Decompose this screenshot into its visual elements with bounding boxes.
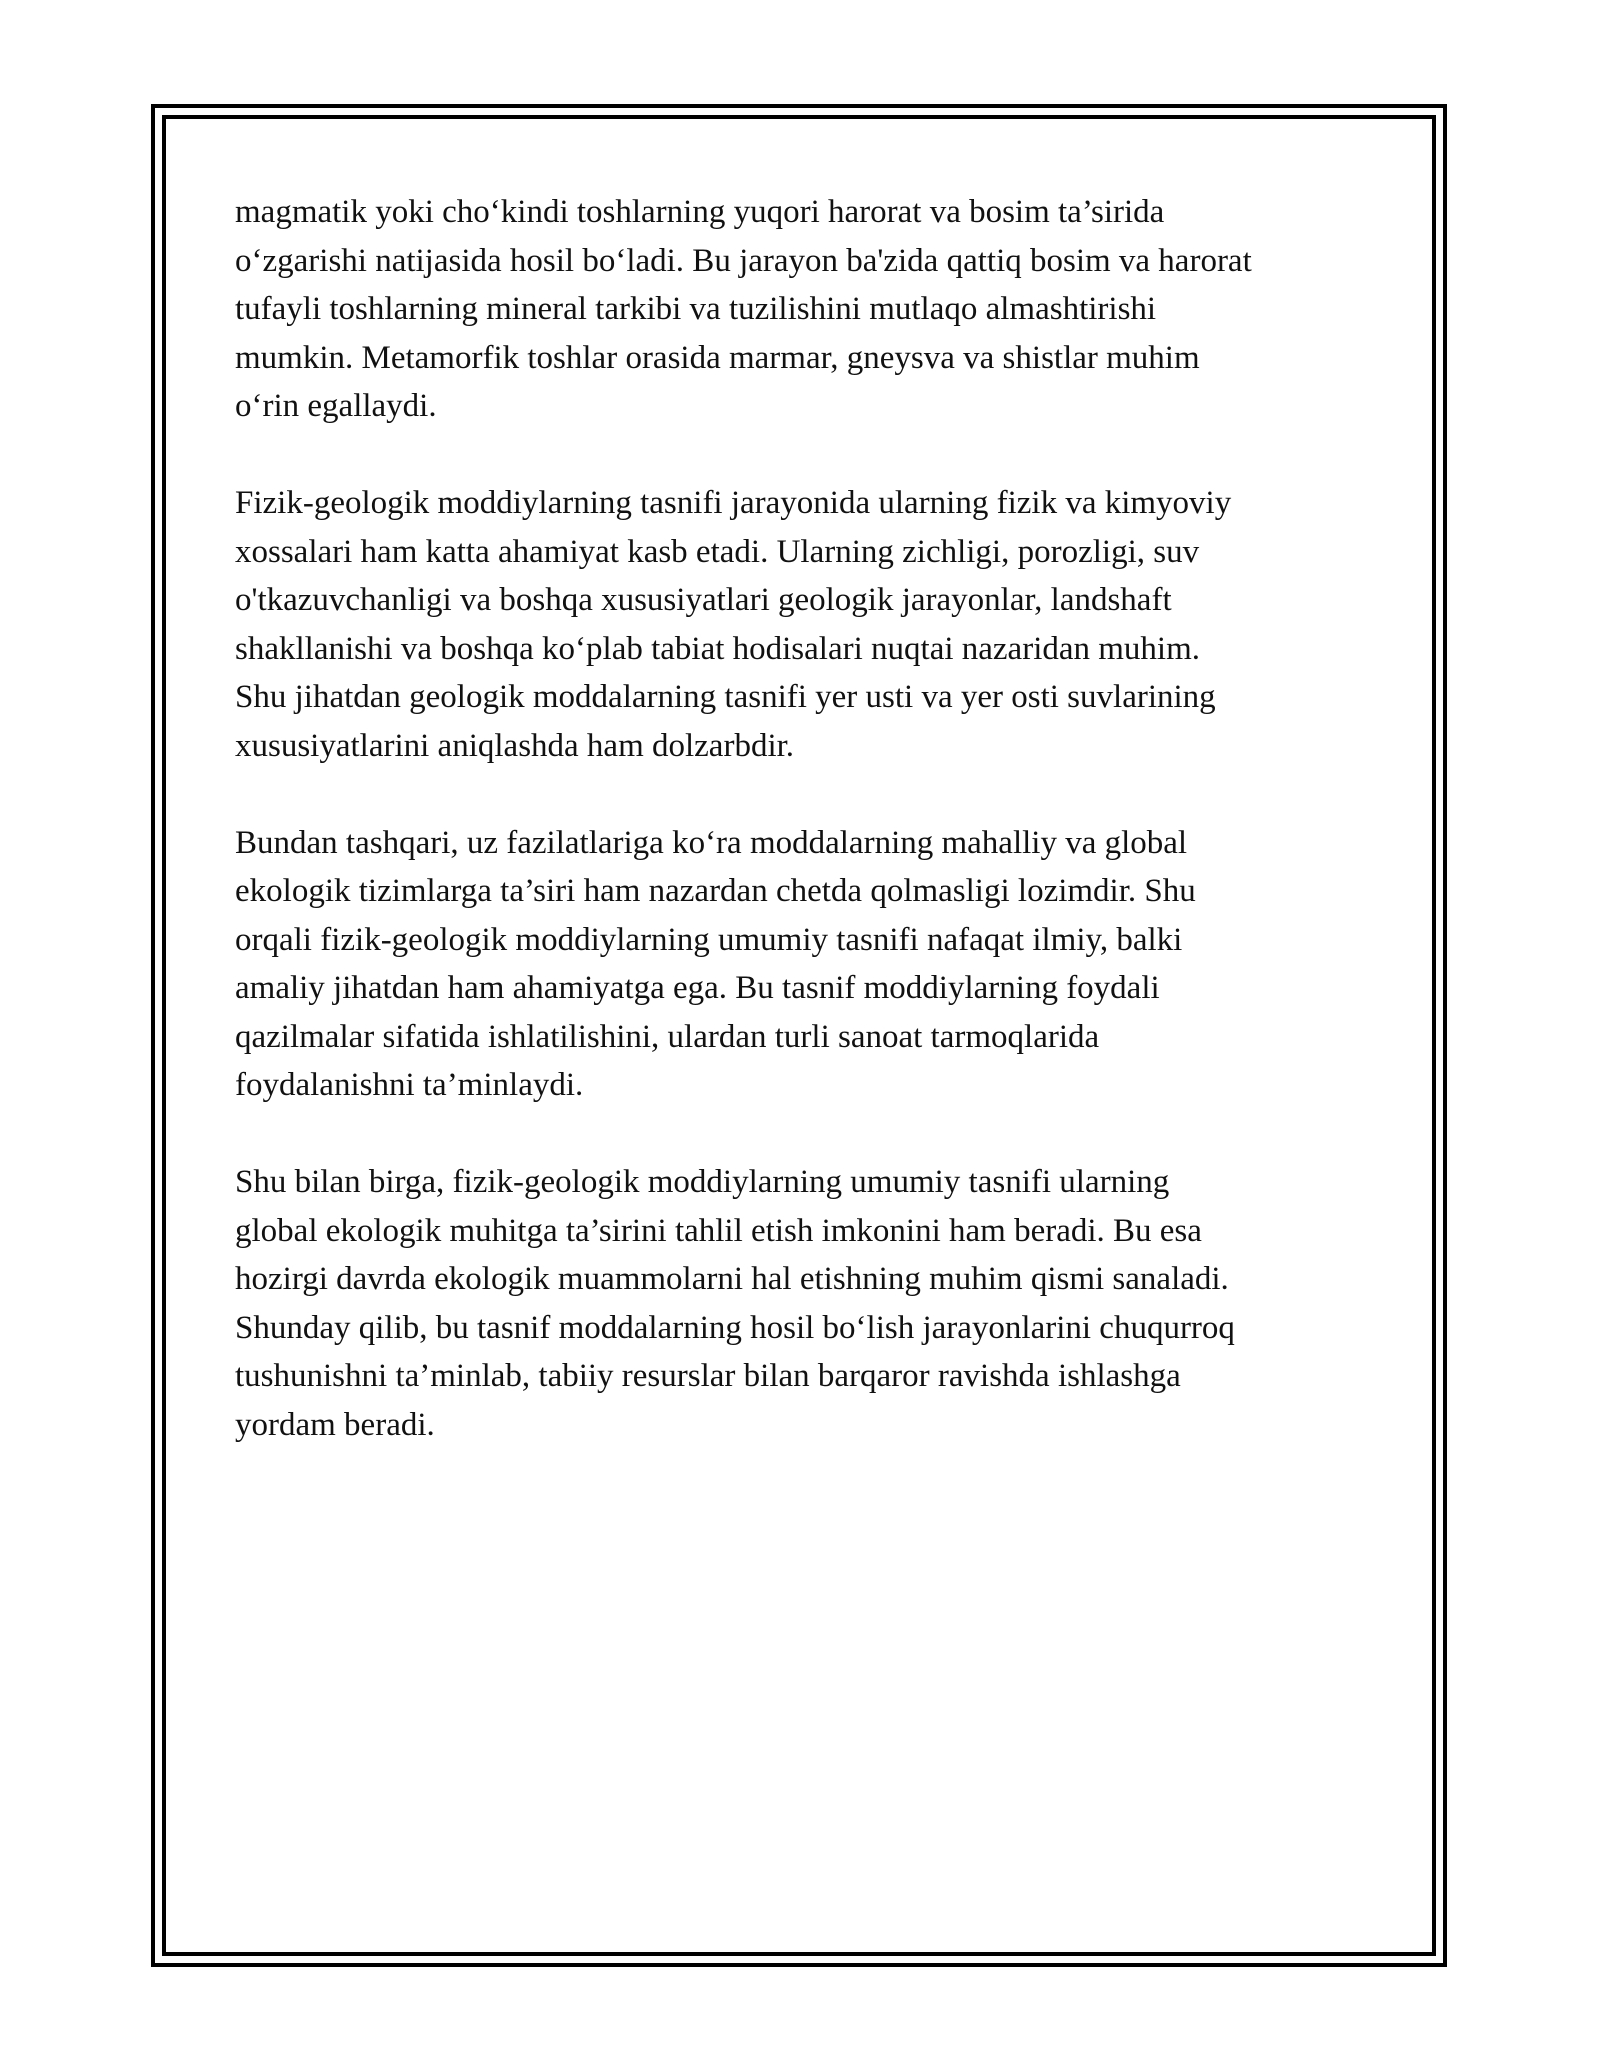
text-line: magmatik yoki cho‘kindi toshlarning yuqori harorat va bosim ta’sirida bbox=[235, 194, 1165, 230]
text-line: global ekologik muhitga ta’sirini tahlil etish imkonini ham beradi. Bu esa bbox=[235, 1212, 1202, 1249]
text-line: o‘zgarishi natijasida hosil bo‘ladi. Bu jarayon ba'zida qattiq bosim va harorat bbox=[235, 242, 1252, 279]
text-line: hozirgi davrda ekologik muammolarni hal etishning muhim qismi sanaladi. bbox=[235, 1261, 1229, 1297]
text-line: o'tkazuvchanligi va boshqa xususiyatlari geologik jarayonlar, landshaft bbox=[235, 582, 1172, 618]
text-line: ekologik tizimlarga ta’siri ham nazardan chetda qolmasligi lozimdir. Shu bbox=[235, 873, 1196, 909]
text-line: Shunday qilib, bu tasnif moddalarning hosil bo‘lish jarayonlarini chuqurroq bbox=[235, 1309, 1235, 1346]
text-line: Bundan tashqari, uz fazilatlariga ko‘ra moddalarning mahalliy va global bbox=[235, 824, 1188, 861]
text-line: Fizik-geologik moddiylarning tasnifi jarayonida ularning fizik va kimyoviy bbox=[235, 485, 1232, 521]
text-line: o‘rin egallaydi. bbox=[235, 388, 437, 424]
paragraph-1 bbox=[235, 188, 1395, 431]
text-line: Shu bilan birga, fizik-geologik moddiylarning umumiy tasnifi ularning bbox=[235, 1164, 1170, 1200]
text-line: tufayli toshlarning mineral tarkibi va tuzilishini mutlaqo almashtirishi bbox=[235, 291, 1157, 327]
text-line: Shu jihatdan geologik moddalarning tasnifi yer usti va yer osti suvlarining bbox=[235, 679, 1216, 715]
text-line: tushunishni ta’minlab, tabiiy resurslar bilan barqaror ravishda ishlashga bbox=[235, 1358, 1181, 1394]
text-line: foydalanishni ta’minlaydi. bbox=[235, 1067, 584, 1103]
text-line: xususiyatlarini aniqlashda ham dolzarbdir. bbox=[235, 727, 795, 764]
text-line: shakllanishi va boshqa ko‘plab tabiat hodisalari nuqtai nazaridan muhim. bbox=[235, 630, 1201, 667]
document-body bbox=[235, 188, 1395, 1498]
paragraph-3 bbox=[235, 819, 1395, 1110]
text-line: mumkin. Metamorfik toshlar orasida marmar, gneysva va shistlar muhim bbox=[235, 339, 1200, 376]
text-line: amaliy jihatdan ham ahamiyatga ega. Bu tasnif moddiylarning foydali bbox=[235, 970, 1160, 1006]
text-line: orqali fizik-geologik moddiylarning umumiy tasnifi nafaqat ilmiy, balki bbox=[235, 921, 1183, 958]
paragraph-2 bbox=[235, 479, 1395, 770]
paragraph-4 bbox=[235, 1158, 1395, 1449]
text-line: yordam beradi. bbox=[235, 1406, 435, 1443]
text-line: xossalari ham katta ahamiyat kasb etadi. Ularning zichligi, porozligi, suv bbox=[235, 533, 1200, 570]
text-line: qazilmalar sifatida ishlatilishini, ulardan turli sanoat tarmoqlarida bbox=[235, 1018, 1100, 1055]
